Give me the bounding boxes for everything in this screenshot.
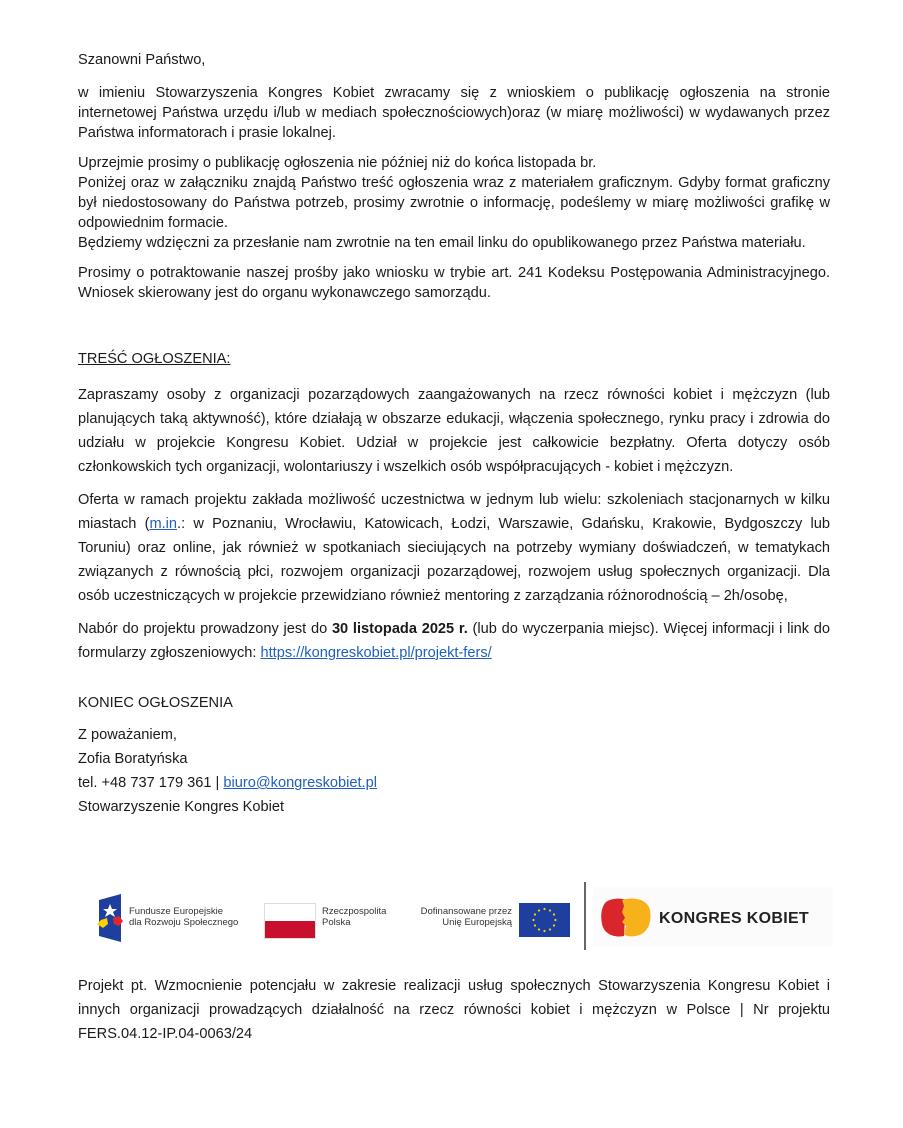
fe-line-1: Fundusze Europejskie xyxy=(129,906,223,917)
paragraph-2-text-end: .: w Poznaniu, Wrocławiu, Katowicach, Łodzi, Warszawie, Gdańsku, Krakowie, Bydgoszczy lub Toruniu) oraz online, jak również w spotkaniach sieciujących na potrzeby wymiany doświadczeń, w tematykach związanych z równością płci, rozwojem organizacji pozarządowej, rozwojem usług społecznych organizacji. Dla osób uczestniczących w projekcie przewidziano również mentoring z zarządzania różnorodnością – 2h/osobę, xyxy=(78,516,830,604)
kongres-kobiet-logo-icon xyxy=(598,896,654,938)
eu-line-1: Dofinansowane przez xyxy=(420,906,512,917)
fe-logo-icon xyxy=(95,894,125,942)
announcement-paragraph-3 xyxy=(78,617,830,665)
project-link[interactable]: https://kongreskobiet.pl/projekt-fers/ xyxy=(260,645,492,661)
announcement-end: KONIEC OGŁOSZENIA xyxy=(78,695,233,711)
logo-divider xyxy=(584,882,586,950)
pl-line-1: Rzeczpospolita xyxy=(322,906,387,917)
thanks-paragraph: Będziemy wdzięczni za przesłanie nam zwrotnie na ten email linku do opublikowanego przez Państwa materiału. xyxy=(78,235,806,251)
signer-name: Zofia Boratyńska xyxy=(78,751,188,767)
project-info: Projekt pt. Wzmocnienie potencjału w zakresie realizacji usług społecznych Stowarzyszenia Kongresu Kobiet i innych organizacji prowadzących działalność na rzecz równości kobiet i mężczyzn w Polsce | Nr projektu FERS.04.12-IP.04-0063/24 xyxy=(78,978,830,1042)
attachment-info: Poniżej oraz w załączniku znajdą Państwo treść ogłoszenia wraz z materiałem graficznym. Gdyby format graficzny był niedostosowany do Państwa potrzeb, prosimy zwrotnie o informację, podeślemy w miarę możliwości grafikę w odpowiednim formacie. xyxy=(78,175,830,231)
kongres-kobiet-logo-text: KONGRES KOBIET xyxy=(659,910,809,927)
m-in-link[interactable]: m.in xyxy=(149,516,178,532)
organization: Stowarzyszenie Kongres Kobiet xyxy=(78,799,285,815)
phone: tel. +48 737 179 361 | xyxy=(78,775,224,791)
footer xyxy=(78,974,830,1046)
funding-logos-strip xyxy=(88,882,833,950)
intro-paragraph: w imieniu Stowarzyszenia Kongres Kobiet zwracamy się z wnioskiem o publikację ogłoszenia na stronie internetowej Państwa urzędu i/lub w mediach społecznościowych)oraz (w miarę możliwości) w wydawanych przez Państwa informatorach i prasie lokalnej. xyxy=(78,85,830,141)
deadline-date: 30 listopada 2025 r. xyxy=(331,621,468,637)
document-body xyxy=(78,50,830,819)
eu-flag-icon xyxy=(519,903,570,937)
eu-logo-text xyxy=(408,906,512,928)
closing: Z poważaniem, xyxy=(78,727,177,743)
legal-basis: Prosimy o potraktowanie naszej prośby jako wniosku w trybie art. 241 Kodeksu Postępowania Administracyjnego. Wniosek skierowany jest do organu wykonawczego samorządu. xyxy=(78,265,830,301)
deadline-request: Uprzejmie prosimy o publikację ogłoszenia nie później niż do końca listopada br. xyxy=(78,155,597,171)
eu-line-2: Unię Europejską xyxy=(442,917,512,928)
fe-logo-text xyxy=(129,906,238,928)
paragraph-2-text-start: Oferta w ramach projektu zakłada możliwość uczestnictwa w jednym lub wielu: szkoleniach stacjonarnych w kilku miastach ( xyxy=(78,492,830,532)
contact-line xyxy=(78,771,830,795)
pl-logo-text xyxy=(322,906,386,928)
paragraph-3-text-start: Nabór do projektu prowadzony jest do xyxy=(78,621,332,637)
signature-block xyxy=(78,723,830,819)
pl-line-2: Polska xyxy=(322,917,351,928)
email-link[interactable]: biuro@kongreskobiet.pl xyxy=(223,775,377,791)
announcement-heading: TREŚĆ OGŁOSZENIA: xyxy=(78,351,231,367)
announcement-paragraph-1: Zapraszamy osoby z organizacji pozarządowych zaangażowanych na rzecz równości kobiet i mężczyzn (lub planujących taką aktywność), które działają w obszarze edukacji, włączenia społecznego, rynku pracy i zdrowia do udziału w projekcie Kongresu Kobiet. Udział w projekcie jest całkowicie bezpłatny. Oferta dotyczy osób członkowskich tych organizacji, wolontariuszy i wszelkich osób współpracujących - kobiet i mężczyzn. xyxy=(78,387,830,475)
announcement-paragraph-2 xyxy=(78,488,830,608)
paragraph-3-text-mid: (lub do wyczerpania miejsc). Więcej informacji i link do formularzy zgłoszeniowych: xyxy=(78,621,830,661)
greeting: Szanowni Państwo, xyxy=(78,52,206,68)
fe-line-2: dla Rozwoju Społecznego xyxy=(129,917,239,928)
polish-flag-icon xyxy=(264,903,316,939)
